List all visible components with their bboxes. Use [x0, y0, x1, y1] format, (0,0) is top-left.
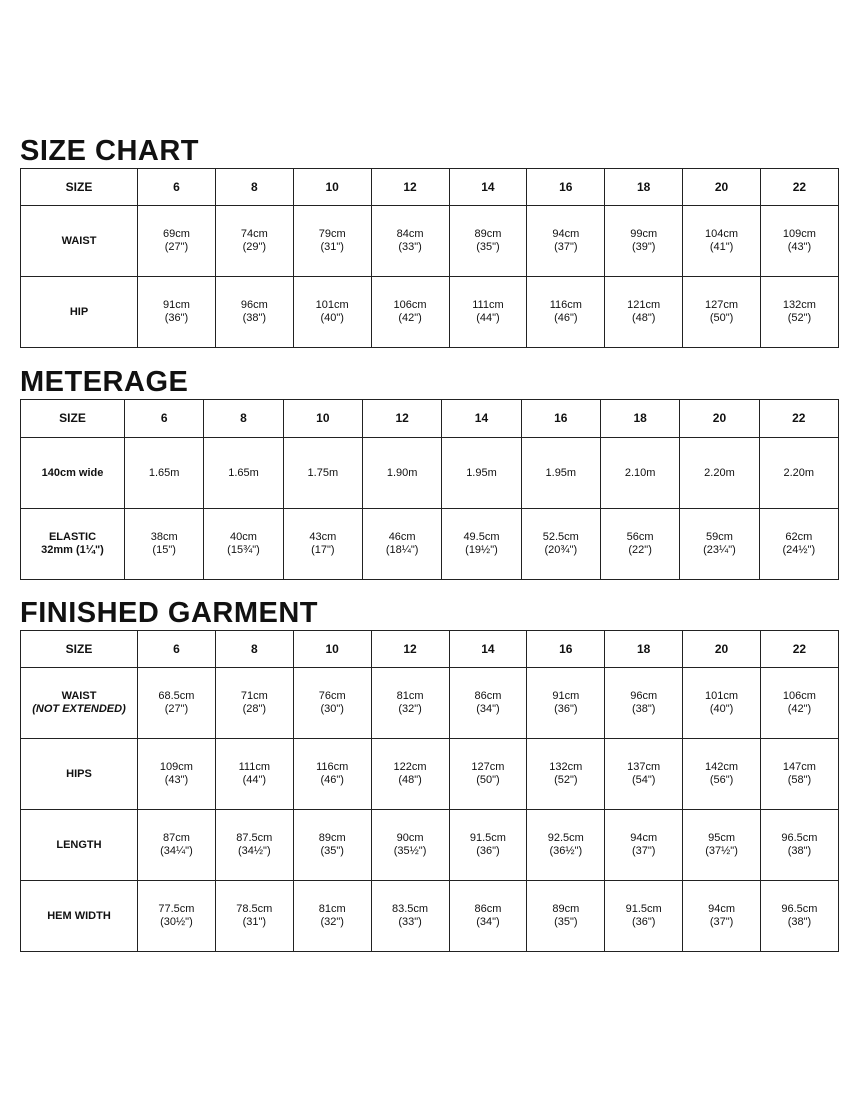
cell-metric-value: 99cm — [630, 228, 658, 240]
header-size-18: 18 — [605, 631, 683, 668]
cell-imperial-value: (37") — [709, 916, 734, 928]
row-label-text: WAIST — [61, 690, 97, 702]
cell-metric-value: 89cm — [474, 228, 502, 240]
table-cell — [215, 206, 293, 277]
cell-metric-value: 121cm — [627, 299, 661, 311]
cell-imperial-value: (34") — [476, 703, 500, 715]
cell-imperial-value: (28") — [242, 703, 267, 715]
cell-metric-value: 87cm — [162, 832, 190, 844]
cell-imperial-value: (36½") — [549, 845, 583, 857]
cell-metric-value: 132cm — [549, 761, 583, 773]
cell-metric-value: 95cm — [708, 832, 736, 844]
table-cell — [759, 509, 838, 580]
header-size-18: 18 — [600, 400, 679, 438]
size-chart-table — [20, 168, 839, 348]
row-label — [21, 277, 138, 348]
table-cell — [600, 509, 679, 580]
cell-metric-value: 94cm — [552, 228, 580, 240]
header-size-8: 8 — [215, 169, 293, 206]
cell-imperial-value: (35") — [476, 241, 500, 253]
cell-imperial-value: (38") — [787, 916, 812, 928]
table-cell — [138, 206, 216, 277]
cell-imperial-value: (19½") — [465, 544, 498, 556]
table-cell — [449, 277, 527, 348]
header-size-16: 16 — [527, 631, 605, 668]
table-cell — [605, 810, 683, 881]
cell-imperial-value: (40") — [320, 312, 344, 324]
row-label — [21, 881, 138, 952]
cell-metric-value: 76cm — [318, 690, 346, 702]
table-row — [21, 438, 839, 509]
table-cell — [527, 810, 605, 881]
cell-metric-value: 74cm — [240, 228, 268, 240]
cell-metric-value: 147cm — [782, 761, 816, 773]
cell-metric-value: 68.5cm — [158, 690, 195, 702]
table-cell — [683, 881, 761, 952]
table-cell — [527, 668, 605, 739]
cell-metric-value: 81cm — [318, 903, 346, 915]
cell-metric-value: 78.5cm — [236, 903, 273, 915]
cell-imperial-value: (39") — [631, 241, 656, 253]
finished-garment-section — [20, 596, 838, 952]
cell-imperial-value: (44") — [476, 312, 500, 324]
cell-metric-value: 92.5cm — [547, 832, 584, 844]
table-cell — [680, 509, 759, 580]
cell-imperial-value: (36") — [631, 916, 656, 928]
row-label-text: ELASTIC — [48, 531, 97, 543]
table-cell — [527, 739, 605, 810]
cell-metric-value: 127cm — [705, 299, 739, 311]
table-cell — [761, 881, 839, 952]
table-cell — [138, 881, 216, 952]
cell-metric-value: 122cm — [393, 761, 427, 773]
cell-imperial-value: (50") — [476, 774, 500, 786]
cell-imperial-value: (24½") — [782, 544, 816, 556]
cell-metric-value: 86cm — [474, 903, 502, 915]
cell-metric-value: 104cm — [705, 228, 739, 240]
row-label-text: WAIST — [61, 234, 97, 247]
header-size-14: 14 — [449, 169, 527, 206]
table-cell — [605, 881, 683, 952]
cell-imperial-value: (31") — [320, 241, 344, 253]
cell-metric-value: 89cm — [318, 832, 346, 844]
header-size-14: 14 — [449, 631, 527, 668]
table-cell — [449, 810, 527, 881]
table-cell — [215, 668, 293, 739]
table-row — [21, 668, 839, 739]
table-cell — [605, 206, 683, 277]
finished-garment-table — [20, 630, 839, 952]
cell-imperial-value: (20¾") — [544, 544, 578, 556]
table-cell — [371, 668, 449, 739]
cell-metric-value: 2.20m — [704, 466, 735, 479]
table-cell — [371, 881, 449, 952]
cell-imperial-value: (42") — [787, 703, 812, 715]
cell-imperial-value: (34¼") — [160, 845, 193, 857]
cell-metric-value: 49.5cm — [463, 531, 500, 543]
cell-imperial-value: (35") — [554, 916, 578, 928]
cell-metric-value: 96.5cm — [781, 832, 818, 844]
table-cell — [138, 739, 216, 810]
cell-metric-value: 116cm — [316, 761, 349, 773]
cell-imperial-value: (35") — [320, 845, 344, 857]
row-label — [21, 509, 125, 580]
cell-metric-value: 59cm — [706, 531, 733, 543]
cell-imperial-value: (42") — [398, 312, 422, 324]
cell-metric-value: 96cm — [240, 299, 268, 311]
header-size-12: 12 — [371, 169, 449, 206]
cell-imperial-value: (48") — [631, 312, 656, 324]
table-cell — [521, 509, 600, 580]
table-cell — [761, 739, 839, 810]
cell-imperial-value: (37") — [631, 845, 656, 857]
row-label — [21, 206, 138, 277]
cell-imperial-value: (54") — [631, 774, 656, 786]
cell-imperial-value: (58") — [787, 774, 812, 786]
table-cell — [527, 277, 605, 348]
cell-metric-value: 101cm — [705, 690, 739, 702]
cell-metric-value: 38cm — [150, 531, 178, 543]
table-cell — [293, 810, 371, 881]
cell-imperial-value: (34") — [476, 916, 500, 928]
header-size-16: 16 — [527, 169, 605, 206]
table-cell — [683, 810, 761, 881]
table-row — [21, 739, 839, 810]
cell-metric-value: 2.20m — [783, 466, 815, 479]
header-size-8: 8 — [204, 400, 283, 438]
header-size-14: 14 — [442, 400, 521, 438]
cell-imperial-value: (33") — [398, 916, 422, 928]
table-cell — [442, 509, 521, 580]
cell-metric-value: 91cm — [162, 299, 190, 311]
finished-garment-title: FINISHED GARMENT — [20, 597, 318, 629]
row-label — [21, 739, 138, 810]
table-cell — [761, 277, 839, 348]
table-cell — [449, 739, 527, 810]
row-label — [21, 438, 125, 509]
cell-imperial-value: (33") — [398, 241, 422, 253]
table-cell — [215, 277, 293, 348]
cell-metric-value: 77.5cm — [158, 903, 195, 915]
cell-metric-value: 1.95m — [466, 466, 497, 479]
cell-metric-value: 43cm — [309, 531, 337, 543]
cell-imperial-value: (46") — [554, 312, 578, 324]
cell-metric-value: 106cm — [782, 690, 816, 702]
cell-metric-value: 111cm — [238, 761, 270, 773]
cell-imperial-value: (15") — [152, 544, 176, 556]
header-size-12: 12 — [362, 400, 441, 438]
meterage-table — [20, 399, 839, 580]
cell-imperial-value: (41") — [709, 241, 734, 253]
table-cell — [138, 277, 216, 348]
cell-metric-value: 86cm — [474, 690, 502, 702]
cell-imperial-value: (23¼") — [703, 544, 736, 556]
table-cell — [449, 206, 527, 277]
table-cell — [605, 668, 683, 739]
table-cell — [371, 810, 449, 881]
table-cell — [215, 739, 293, 810]
cell-imperial-value: (30½") — [160, 916, 193, 928]
table-cell — [527, 206, 605, 277]
cell-imperial-value: (43") — [787, 241, 812, 253]
cell-imperial-value: (35½") — [393, 845, 427, 857]
cell-metric-value: 56cm — [626, 531, 654, 543]
row-label-subtext: 32mm (1¼") — [41, 544, 104, 556]
row-label-text: HEM WIDTH — [47, 909, 111, 922]
cell-metric-value: 109cm — [782, 228, 816, 240]
table-cell — [761, 206, 839, 277]
cell-metric-value: 1.65m — [148, 466, 180, 479]
cell-imperial-value: (27") — [164, 703, 189, 715]
cell-metric-value: 142cm — [705, 761, 739, 773]
cell-metric-value: 81cm — [396, 690, 424, 702]
cell-metric-value: 46cm — [388, 531, 416, 543]
cell-imperial-value: (36") — [164, 312, 189, 324]
table-cell — [600, 438, 679, 509]
row-label-subtext: (NOT EXTENDED) — [32, 703, 126, 715]
table-cell — [759, 438, 838, 509]
table-cell — [371, 739, 449, 810]
header-size-6: 6 — [125, 400, 204, 438]
table-cell — [293, 739, 371, 810]
table-cell — [293, 277, 371, 348]
table-cell — [283, 438, 362, 509]
cell-metric-value: 40cm — [230, 531, 257, 543]
cell-metric-value: 137cm — [627, 761, 661, 773]
cell-metric-value: 89cm — [552, 903, 580, 915]
table-cell — [683, 668, 761, 739]
cell-imperial-value: (30") — [320, 703, 344, 715]
table-cell — [761, 668, 839, 739]
cell-metric-value: 109cm — [159, 761, 193, 773]
table-cell — [605, 277, 683, 348]
cell-metric-value: 91.5cm — [625, 903, 662, 915]
header-size-20: 20 — [683, 631, 761, 668]
cell-metric-value: 111cm — [472, 299, 504, 311]
cell-metric-value: 87.5cm — [236, 832, 273, 844]
cell-metric-value: 116cm — [549, 299, 582, 311]
cell-imperial-value: (18¼") — [385, 544, 419, 556]
header-size-10: 10 — [283, 400, 362, 438]
header-size-22: 22 — [759, 400, 838, 438]
header-size-label: SIZE — [21, 631, 138, 668]
header-row — [21, 169, 839, 206]
table-cell — [283, 509, 362, 580]
cell-metric-value: 91cm — [552, 690, 580, 702]
cell-metric-value: 96cm — [630, 690, 658, 702]
header-size-label: SIZE — [21, 400, 125, 438]
table-cell — [449, 881, 527, 952]
header-size-6: 6 — [138, 631, 216, 668]
header-size-16: 16 — [521, 400, 600, 438]
cell-imperial-value: (37") — [554, 241, 578, 253]
size-chart-section — [20, 134, 838, 348]
header-size-10: 10 — [293, 631, 371, 668]
table-cell — [215, 881, 293, 952]
table-cell — [125, 438, 204, 509]
header-size-6: 6 — [138, 169, 216, 206]
cell-imperial-value: (43") — [164, 774, 189, 786]
table-cell — [138, 810, 216, 881]
cell-metric-value: 132cm — [782, 299, 816, 311]
cell-metric-value: 1.75m — [307, 466, 339, 479]
cell-imperial-value: (27") — [164, 241, 189, 253]
row-label — [21, 668, 138, 739]
cell-imperial-value: (52") — [554, 774, 578, 786]
cell-imperial-value: (22") — [628, 544, 652, 556]
cell-imperial-value: (37½") — [705, 845, 738, 857]
table-cell — [449, 668, 527, 739]
cell-imperial-value: (56") — [709, 774, 734, 786]
row-label-text: 140cm wide — [41, 466, 104, 479]
cell-metric-value: 90cm — [396, 832, 424, 844]
table-row — [21, 810, 839, 881]
table-row — [21, 277, 839, 348]
header-size-20: 20 — [683, 169, 761, 206]
table-cell — [371, 277, 449, 348]
table-cell — [683, 739, 761, 810]
header-row — [21, 631, 839, 668]
cell-imperial-value: (32") — [320, 916, 344, 928]
table-cell — [680, 438, 759, 509]
table-cell — [138, 668, 216, 739]
cell-imperial-value: (38") — [631, 703, 656, 715]
table-cell — [293, 206, 371, 277]
cell-metric-value: 1.65m — [228, 466, 259, 479]
table-cell — [442, 438, 521, 509]
row-label-text: HIPS — [66, 767, 92, 780]
meterage-section — [20, 365, 838, 580]
header-size-18: 18 — [605, 169, 683, 206]
cell-imperial-value: (52") — [787, 312, 812, 324]
cell-metric-value: 1.90m — [386, 466, 418, 479]
cell-metric-value: 106cm — [393, 299, 427, 311]
meterage-title: METERAGE — [20, 366, 189, 398]
cell-imperial-value: (46") — [320, 774, 344, 786]
table-row — [21, 509, 839, 580]
cell-imperial-value: (32") — [398, 703, 422, 715]
cell-metric-value: 94cm — [630, 832, 658, 844]
cell-metric-value: 101cm — [315, 299, 349, 311]
header-size-22: 22 — [761, 169, 839, 206]
table-cell — [371, 206, 449, 277]
cell-imperial-value: (34½") — [237, 845, 271, 857]
table-cell — [215, 810, 293, 881]
table-cell — [683, 206, 761, 277]
cell-imperial-value: (36") — [554, 703, 578, 715]
cell-imperial-value: (40") — [709, 703, 734, 715]
table-cell — [761, 810, 839, 881]
row-label-text: HIP — [69, 305, 89, 318]
header-size-22: 22 — [761, 631, 839, 668]
cell-metric-value: 83.5cm — [392, 903, 429, 915]
cell-metric-value: 1.95m — [545, 466, 577, 479]
table-cell — [204, 438, 283, 509]
cell-imperial-value: (29") — [242, 241, 267, 253]
header-size-label: SIZE — [21, 169, 138, 206]
cell-metric-value: 62cm — [785, 531, 813, 543]
header-size-20: 20 — [680, 400, 759, 438]
row-label-text: LENGTH — [56, 838, 102, 851]
cell-imperial-value: (31") — [242, 916, 267, 928]
cell-metric-value: 84cm — [396, 228, 424, 240]
header-size-10: 10 — [293, 169, 371, 206]
cell-metric-value: 69cm — [162, 228, 190, 240]
row-label — [21, 810, 138, 881]
cell-imperial-value: (17") — [311, 544, 335, 556]
cell-imperial-value: (38") — [787, 845, 812, 857]
table-cell — [362, 438, 441, 509]
cell-metric-value: 96.5cm — [781, 903, 818, 915]
cell-imperial-value: (50") — [709, 312, 734, 324]
cell-imperial-value: (15¾") — [227, 544, 260, 556]
table-cell — [605, 739, 683, 810]
header-row — [21, 400, 839, 438]
cell-imperial-value: (38") — [242, 312, 267, 324]
size-chart-title: SIZE CHART — [20, 135, 199, 167]
table-cell — [293, 668, 371, 739]
cell-metric-value: 127cm — [471, 761, 505, 773]
cell-metric-value: 52.5cm — [542, 531, 579, 543]
cell-imperial-value: (48") — [398, 774, 422, 786]
cell-metric-value: 94cm — [708, 903, 736, 915]
table-cell — [362, 509, 441, 580]
table-cell — [683, 277, 761, 348]
table-cell — [293, 881, 371, 952]
header-size-12: 12 — [371, 631, 449, 668]
cell-imperial-value: (44") — [242, 774, 267, 786]
cell-metric-value: 79cm — [318, 228, 346, 240]
table-row — [21, 206, 839, 277]
table-cell — [204, 509, 283, 580]
header-size-8: 8 — [215, 631, 293, 668]
cell-metric-value: 2.10m — [624, 466, 656, 479]
table-cell — [125, 509, 204, 580]
table-cell — [527, 881, 605, 952]
cell-metric-value: 71cm — [240, 690, 268, 702]
table-row — [21, 881, 839, 952]
cell-imperial-value: (36") — [476, 845, 500, 857]
table-cell — [521, 438, 600, 509]
cell-metric-value: 91.5cm — [469, 832, 506, 844]
